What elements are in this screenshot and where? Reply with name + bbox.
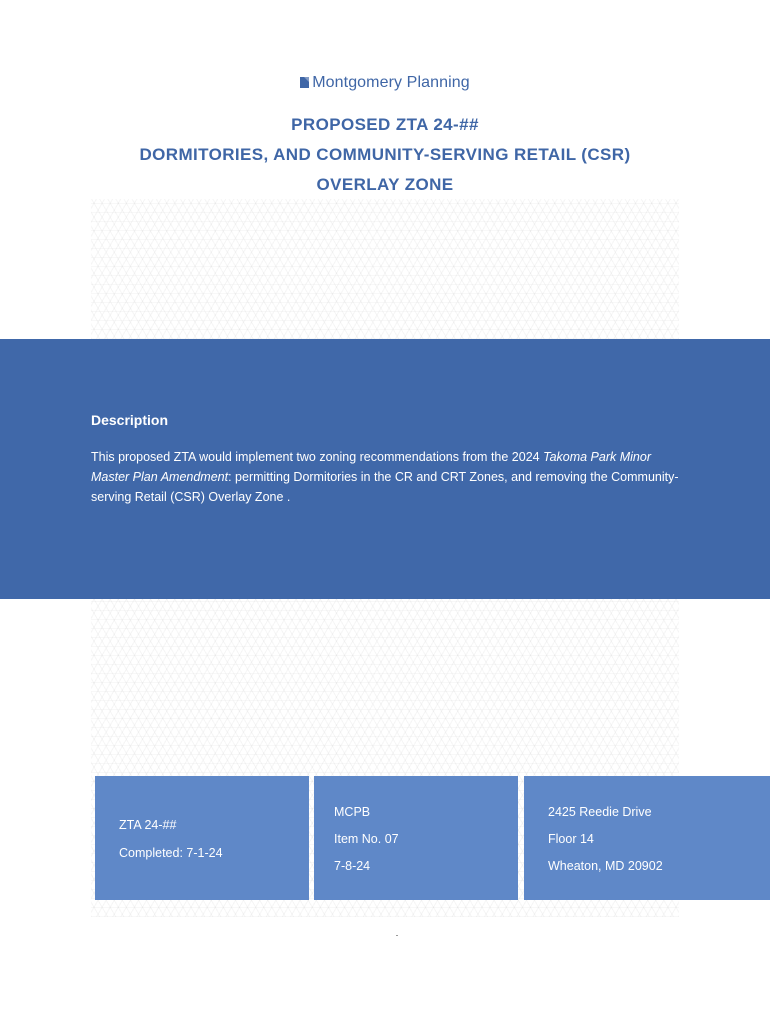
description-heading: Description [91,412,169,428]
title-line-3: OVERLAY ZONE [316,175,454,194]
montgomery-planning-logo-icon [300,77,309,88]
address-floor: Floor 14 [548,832,594,846]
plan-name: Takoma Park Minor Master Plan Amendment [91,450,651,484]
title-line-2: DORMITORIES, AND COMMUNITY-SERVING RETAIL (CSR) [139,145,631,164]
logo [0,74,770,92]
mcpb-label: MCPB [334,805,371,819]
info-card-zta [95,776,309,900]
logo-text: Montgomery Planning [312,74,470,91]
page-marker [396,935,398,936]
decorative-pattern-top [91,199,679,339]
document-title [0,110,770,200]
address-city: Wheaton, MD 20902 [548,859,663,873]
description-text-start: This proposed ZTA would implement two zoning recommendations from the 2024 [91,450,544,464]
address-street: 2425 Reedie Drive [548,805,652,819]
description-text [91,447,691,507]
info-card-mcpb [314,776,518,900]
description-band [0,339,770,599]
meeting-date: 7-8-24 [334,859,371,873]
description-text-end: : permitting Dormitories in the CR and CRT Zones, and removing the Community-serving Retail (CSR) Overlay Zone . [91,470,679,504]
info-card-address [524,776,770,900]
item-number: Item No. 07 [334,832,399,846]
completed-date: Completed: 7-1-24 [119,846,223,860]
title-line-1: PROPOSED ZTA 24-## [291,115,479,134]
zta-number: ZTA 24-## [119,818,177,832]
info-cards [0,776,770,900]
